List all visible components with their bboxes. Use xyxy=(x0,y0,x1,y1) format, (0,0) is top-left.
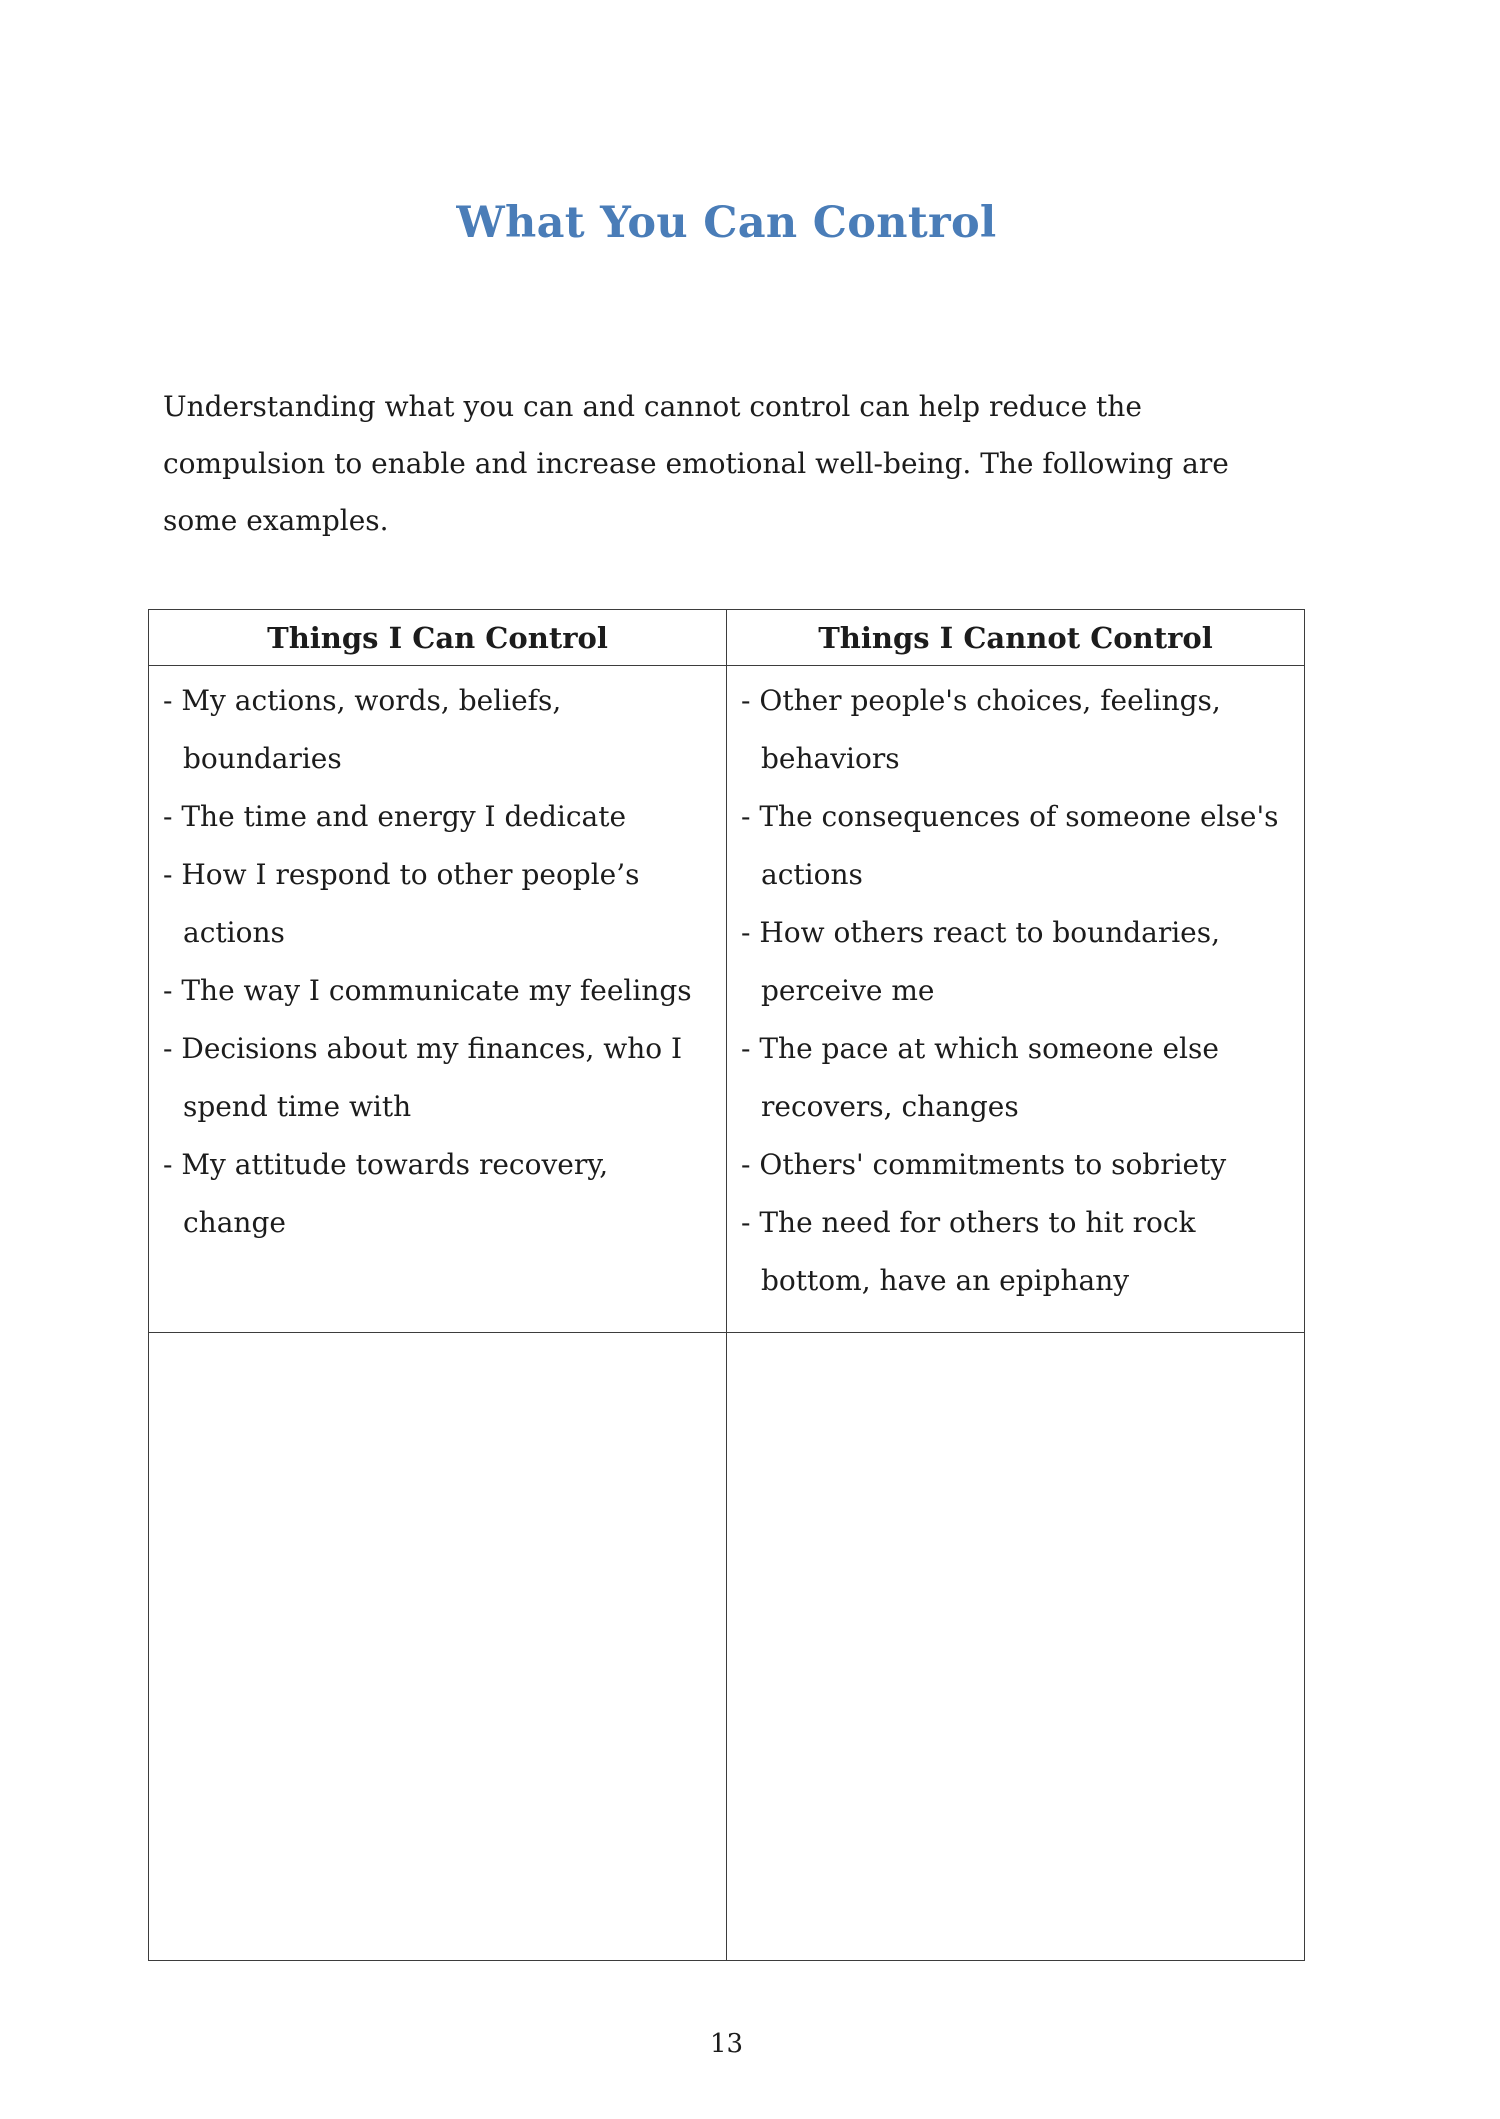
page-title: What You Can Control xyxy=(456,198,997,248)
control-table-header-row xyxy=(149,610,1305,666)
cannot-control-empty-cell xyxy=(727,1333,1305,1961)
table-empty-row xyxy=(149,1333,1305,1961)
table-header-cannot-control: Things I Cannot Control xyxy=(727,610,1305,666)
can-control-empty-cell xyxy=(149,1333,727,1961)
table-header-can-control: Things I Can Control xyxy=(149,610,727,666)
list-item: - The pace at which someone else recovers, changes xyxy=(741,1020,1292,1136)
control-table xyxy=(148,609,1305,1961)
page-number: 13 xyxy=(709,2029,744,2059)
list-item: - Other people's choices, feelings, behaviors xyxy=(741,672,1292,788)
list-item: - How others react to boundaries, perceive me xyxy=(741,904,1292,1020)
list-item: - My actions, words, beliefs, boundaries xyxy=(163,672,714,788)
list-item: - How I respond to other people’s actions xyxy=(163,846,714,962)
list-item: - Decisions about my finances, who I spend time with xyxy=(163,1020,714,1136)
list-item: - Others' commitments to sobriety xyxy=(741,1136,1292,1194)
list-item: - The way I communicate my feelings xyxy=(163,962,714,1020)
can-control-cell xyxy=(149,666,727,1333)
table-content-row xyxy=(149,666,1305,1333)
list-item: - My attitude towards recovery, change xyxy=(163,1136,714,1252)
cannot-control-cell xyxy=(727,666,1305,1333)
cannot-control-list xyxy=(741,672,1292,1310)
list-item: - The need for others to hit rock bottom, have an epiphany xyxy=(741,1194,1292,1310)
list-item: - The time and energy I dedicate xyxy=(163,788,714,846)
intro-paragraph: Understanding what you can and cannot control can help reduce the compulsion to enable and increase emotional well-being. The following are some examples. xyxy=(163,390,1229,537)
list-item: - The consequences of someone else's actions xyxy=(741,788,1292,904)
can-control-list xyxy=(163,672,714,1252)
